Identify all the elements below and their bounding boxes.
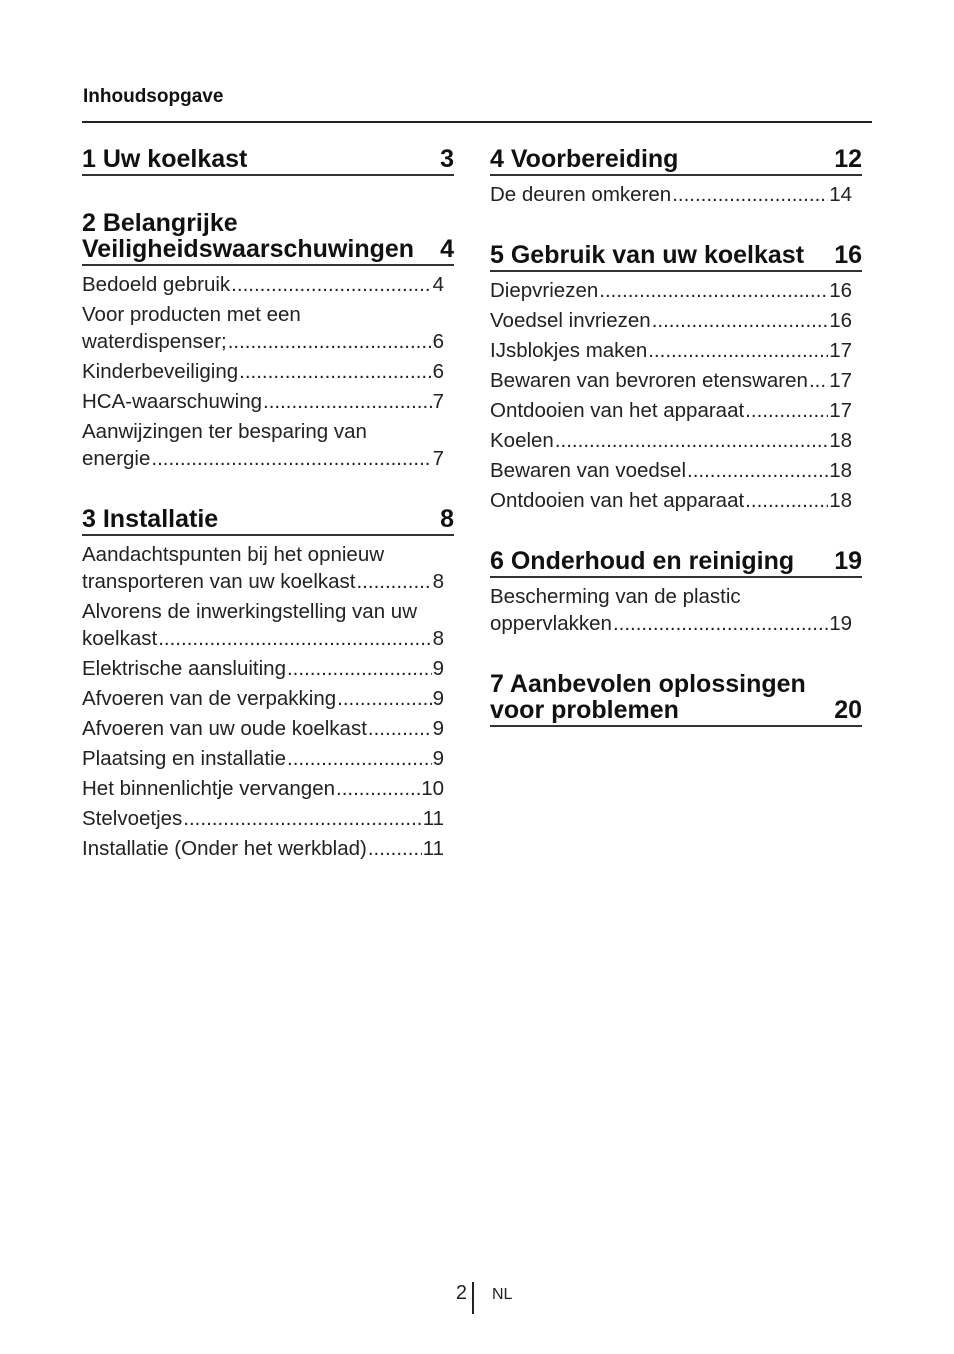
entry-text-first-line: Voor producten met een — [82, 303, 301, 326]
entry-text: Ontdooien van het apparaat — [490, 489, 745, 512]
entry-page-number: 17 — [829, 399, 852, 422]
toc-entry[interactable] — [490, 277, 862, 304]
dot-leader — [287, 745, 432, 772]
dot-leader — [745, 397, 828, 424]
section-title: 1 Uw koelkast — [82, 145, 248, 173]
dot-leader — [648, 337, 828, 364]
toc-header-title: Inhoudsopgave — [83, 86, 224, 107]
entry-page-number: 16 — [829, 279, 852, 302]
entry-page-number: 9 — [432, 687, 444, 710]
section-page-number: 20 — [834, 696, 862, 724]
section-heading[interactable] — [82, 138, 454, 176]
dot-leader — [183, 805, 421, 832]
dot-leader — [599, 277, 828, 304]
section-title: 4 Voorbereiding — [490, 145, 679, 173]
toc-section — [490, 138, 862, 208]
toc-entry[interactable] — [490, 367, 862, 394]
toc-section — [82, 202, 454, 472]
dot-leader — [337, 685, 431, 712]
toc-entry[interactable] — [82, 745, 454, 772]
entry-list — [490, 277, 862, 514]
entry-page-number: 7 — [432, 447, 444, 470]
dot-leader — [239, 358, 431, 385]
entry-text: Stelvoetjes — [82, 807, 183, 830]
entry-text: HCA-waarschuwing — [82, 390, 263, 413]
section-page-number: 12 — [834, 145, 862, 173]
entry-text: Ontdooien van het apparaat — [490, 399, 745, 422]
entry-text-first-line: Aandachtspunten bij het opnieuw — [82, 543, 385, 566]
entry-page-number: 14 — [829, 183, 852, 206]
entry-text: De deuren omkeren — [490, 183, 672, 206]
section-page-number: 4 — [440, 235, 454, 263]
toc-entry[interactable] — [82, 805, 454, 832]
page-number: 2 — [455, 1282, 467, 1304]
toc-entry[interactable] — [82, 598, 454, 652]
dot-leader — [336, 775, 420, 802]
toc-section — [490, 663, 862, 727]
toc-entry[interactable] — [82, 271, 454, 298]
toc-section — [82, 138, 454, 176]
entry-text: energie — [82, 447, 151, 470]
dot-leader — [228, 328, 432, 355]
entry-page-number: 7 — [432, 390, 444, 413]
section-heading[interactable] — [82, 202, 454, 266]
section-page-number: 3 — [440, 145, 454, 173]
toc-column-left — [82, 138, 454, 888]
dot-leader — [745, 487, 828, 514]
toc-entry[interactable] — [82, 301, 454, 355]
section-heading[interactable] — [490, 234, 862, 272]
section-title: 7 Aanbevolen oplossingen voor problemen — [490, 670, 806, 724]
toc-entry[interactable] — [490, 337, 862, 364]
dot-leader — [368, 835, 422, 862]
entry-page-number: 11 — [422, 807, 444, 830]
entry-text: Afvoeren van de verpakking — [82, 687, 337, 710]
entry-text: Bewaren van bevroren etenswaren — [490, 369, 808, 392]
language-code: NL — [492, 1286, 513, 1303]
toc-entry[interactable] — [82, 388, 454, 415]
toc-column-right — [490, 138, 862, 753]
entry-page-number: 17 — [829, 369, 852, 392]
toc-entry[interactable] — [490, 583, 862, 637]
toc-entry[interactable] — [490, 397, 862, 424]
entry-text: Het binnenlichtje vervangen — [82, 777, 335, 800]
toc-entry[interactable] — [490, 487, 862, 514]
section-title: 2 Belangrijke Veiligheidswaarschuwingen — [82, 209, 415, 263]
entry-text: Bedoeld gebruik — [82, 273, 231, 296]
entry-page-number: 19 — [829, 612, 852, 635]
section-page-number: 16 — [834, 241, 862, 269]
entry-list — [490, 583, 862, 637]
entry-page-number: 18 — [829, 429, 852, 452]
dot-leader — [809, 367, 828, 394]
section-heading[interactable] — [490, 540, 862, 578]
entry-text: waterdispenser; — [82, 330, 227, 353]
entry-text: Bewaren van voedsel — [490, 459, 687, 482]
entry-text: Koelen — [490, 429, 554, 452]
toc-entry[interactable] — [82, 541, 454, 595]
entry-page-number: 9 — [432, 657, 444, 680]
toc-entry[interactable] — [490, 457, 862, 484]
entry-text: oppervlakken — [490, 612, 612, 635]
entry-page-number: 10 — [421, 777, 444, 800]
page-footer — [0, 1282, 954, 1316]
entry-text-first-line: Aanwijzingen ter besparing van — [82, 420, 367, 443]
dot-leader — [356, 568, 431, 595]
toc-section — [490, 540, 862, 637]
entry-page-number: 6 — [432, 330, 444, 353]
entry-page-number: 17 — [829, 339, 852, 362]
entry-page-number: 16 — [829, 309, 852, 332]
toc-entry[interactable] — [82, 418, 454, 472]
entry-list — [82, 541, 454, 862]
toc-entry[interactable] — [82, 685, 454, 712]
entry-page-number: 8 — [432, 570, 444, 593]
entry-page-number: 11 — [422, 837, 444, 860]
entry-text: koelkast — [82, 627, 158, 650]
section-heading[interactable] — [82, 498, 454, 536]
dot-leader — [263, 388, 432, 415]
section-page-number: 19 — [834, 547, 862, 575]
entry-list — [490, 181, 862, 208]
section-title: 5 Gebruik van uw koelkast — [490, 241, 805, 269]
entry-text-first-line: Bescherming van de plastic — [490, 585, 741, 608]
section-heading[interactable] — [490, 138, 862, 176]
toc-entry[interactable] — [82, 775, 454, 802]
toc-entry[interactable] — [82, 358, 454, 385]
dot-leader — [287, 655, 432, 682]
dot-leader — [231, 271, 431, 298]
entry-text-first-line: Alvorens de inwerkingstelling van uw — [82, 600, 418, 623]
entry-page-number: 18 — [829, 459, 852, 482]
dot-leader — [613, 610, 828, 637]
entry-text: IJsblokjes maken — [490, 339, 648, 362]
toc-entry[interactable] — [82, 715, 454, 742]
dot-leader — [555, 427, 828, 454]
dot-leader — [151, 445, 431, 472]
entry-page-number: 9 — [432, 747, 444, 770]
entry-list — [82, 271, 454, 472]
entry-text: Installatie (Onder het werkblad) — [82, 837, 367, 860]
header-rule — [82, 121, 872, 123]
section-title: 3 Installatie — [82, 505, 219, 533]
toc-section — [82, 498, 454, 862]
toc-section — [490, 234, 862, 514]
entry-text: Voedsel invriezen — [490, 309, 651, 332]
section-heading[interactable] — [490, 663, 862, 727]
entry-page-number: 4 — [432, 273, 444, 296]
entry-text: Elektrische aansluiting — [82, 657, 286, 680]
toc-entry[interactable] — [82, 835, 454, 862]
entry-page-number: 9 — [432, 717, 444, 740]
footer-divider — [472, 1282, 474, 1314]
dot-leader — [652, 307, 829, 334]
toc-entry[interactable] — [490, 307, 862, 334]
entry-page-number: 8 — [432, 627, 444, 650]
toc-entry[interactable] — [490, 181, 862, 208]
dot-leader — [368, 715, 432, 742]
dot-leader — [158, 625, 431, 652]
entry-page-number: 18 — [829, 489, 852, 512]
entry-text: Plaatsing en installatie — [82, 747, 286, 770]
entry-text: Kinderbeveiliging — [82, 360, 239, 383]
section-page-number: 8 — [440, 505, 454, 533]
entry-page-number: 6 — [432, 360, 444, 383]
entry-text: Afvoeren van uw oude koelkast — [82, 717, 367, 740]
dot-leader — [672, 181, 828, 208]
toc-entry[interactable] — [490, 427, 862, 454]
section-title: 6 Onderhoud en reiniging — [490, 547, 795, 575]
toc-entry[interactable] — [82, 655, 454, 682]
dot-leader — [687, 457, 828, 484]
entry-text: transporteren van uw koelkast — [82, 570, 356, 593]
entry-text: Diepvriezen — [490, 279, 599, 302]
